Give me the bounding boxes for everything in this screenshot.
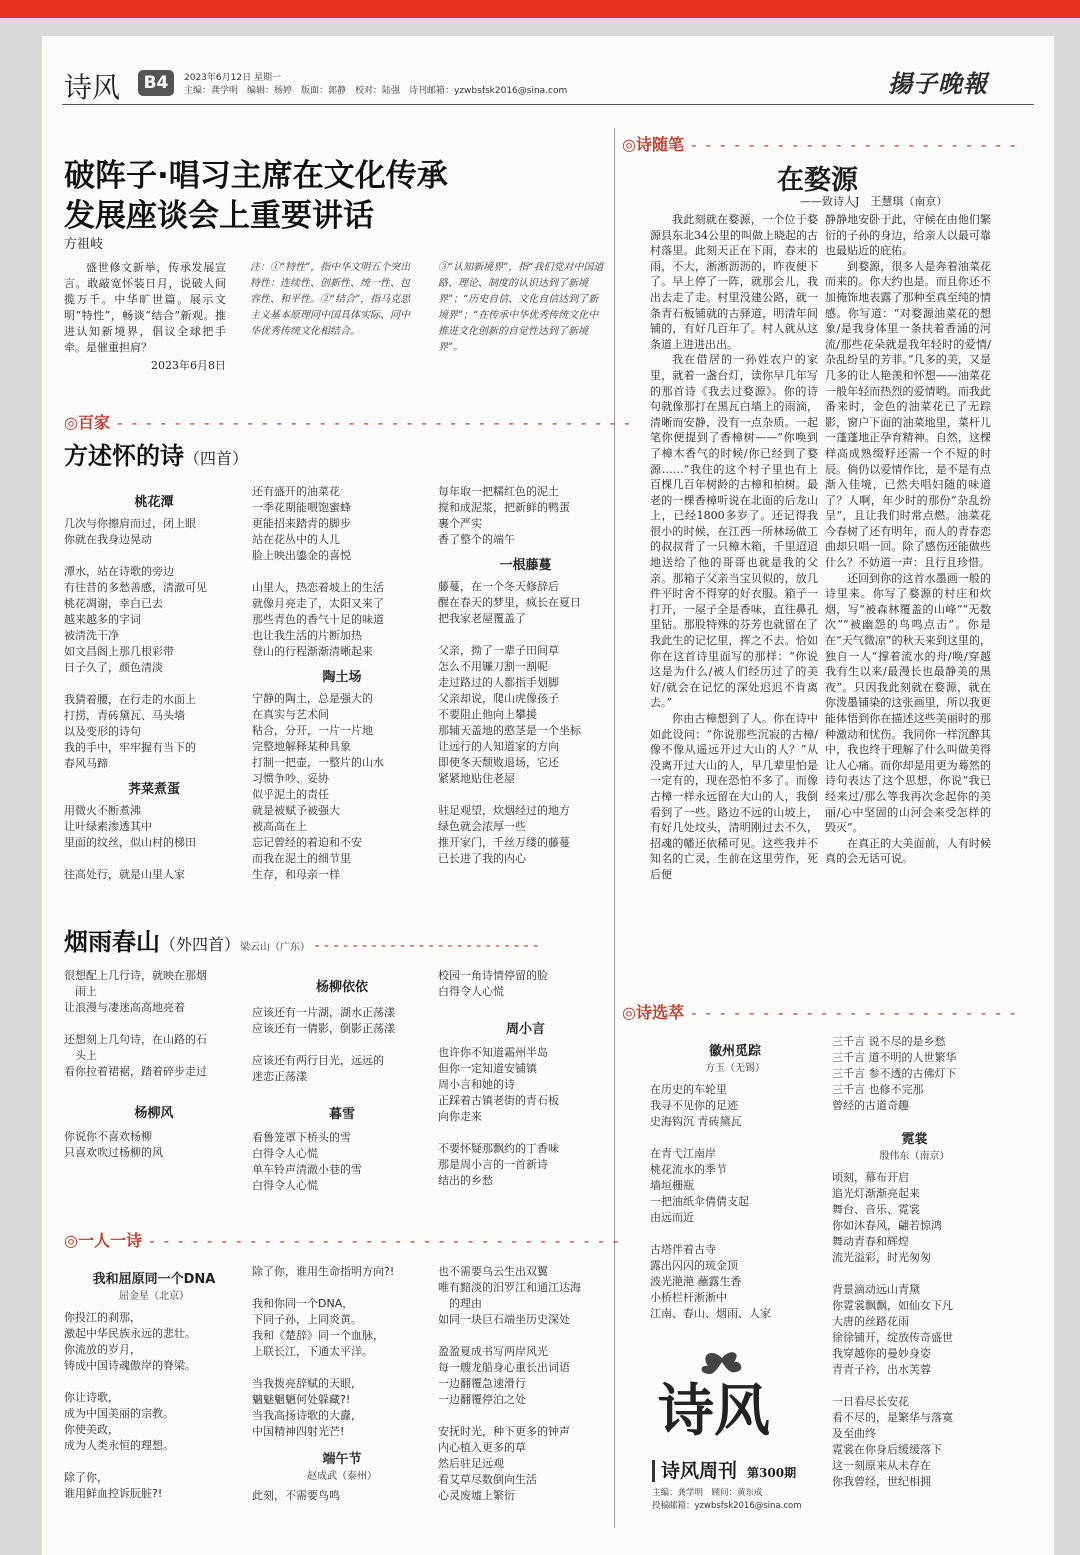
- poem-line: 波光滟滟 蘸露生香: [650, 1275, 742, 1288]
- poem-line: 推开家门，千丝万缕的藤蔓: [438, 836, 570, 849]
- poem-line: 下同子孙，上同炎黄。: [252, 1313, 362, 1326]
- poem-line: 我猜着腰，在行走的水面上: [64, 693, 196, 706]
- poem-line: 越来越多的字词: [64, 613, 141, 626]
- poem-line: 父亲，拗了一辈子田间草: [438, 644, 559, 657]
- baijia-label-text: 百家: [77, 413, 110, 432]
- poem-lines: [252, 691, 432, 883]
- yirenyishi-col-2: [252, 1264, 432, 1504]
- poem-line: 铸成中国诗魂傲岸的脊梁。: [64, 1359, 196, 1372]
- poem-line: 就是被赋予被强大: [252, 804, 340, 817]
- poem-line: 激起中华民族永远的悲壮。: [64, 1327, 196, 1340]
- issue-date: 2023年6月12日 星期一: [184, 73, 281, 83]
- poem-line: 徐徐铺开，绽放传奇盛世: [832, 1331, 953, 1344]
- poem-line: 似乎泥土的责任: [252, 788, 329, 801]
- poem-line: 把我家老屋覆盖了: [438, 612, 526, 625]
- poem-line: 成为人类永恒的理想。: [64, 1439, 174, 1452]
- essay-paragraph: 静静地安卧于此，守候在由他们繁衍的子孙的身边，给亲人以最可靠也最贴近的庇佑。: [825, 213, 991, 258]
- poem-line: [64, 548, 244, 564]
- section-label-suibi: ◎诗随笔 - - - - - - - - - - - - - - - - - - - - - - -: [622, 135, 1018, 154]
- poem-line: 山里人，热恋着坡上的生活: [252, 581, 384, 594]
- poem-line: 很想配上几行诗，就映在那烟: [64, 969, 207, 982]
- poem-line: 也许你不知道霜州半岛: [438, 1046, 548, 1059]
- poem-line: 心灵废墟上繁衍: [438, 1489, 515, 1502]
- top-red-bar: [0, 0, 1080, 18]
- poem-author: 方玉（无锡）: [705, 1063, 765, 1074]
- lead-headline: [64, 156, 609, 236]
- poem-line: 就像月亮走了，太阳又来了: [252, 597, 384, 610]
- poem-line: 走过路过的人都指手划脚: [438, 676, 559, 689]
- page-number-badge: B4: [138, 70, 174, 96]
- yirenyishi-col-3: [438, 1264, 613, 1504]
- poem-title: 周小言: [505, 1022, 545, 1037]
- poem-line: 看艾草尽数倒向生活: [438, 1473, 537, 1486]
- poem-line: 盈盈夏成书写两岸风光: [438, 1345, 548, 1358]
- poem-line: 以及变形的诗句: [64, 725, 141, 738]
- poem-lines: [438, 484, 613, 548]
- poem-line: 紧紧地贴住老屋: [438, 772, 515, 785]
- poem-line: 谁用鲜血控诉朊脏?!: [64, 1487, 163, 1500]
- newspaper-page: [42, 36, 1054, 1555]
- poem-line: 桃花凋谢，幸白已去: [64, 597, 163, 610]
- essay-paragraph: 到婺源，很多人是奔着油菜花而来的。你大约也是。而且你还不加掩饰地表露了那种至真至纯的情感。你写道：“对婺源油菜花的想象/是我身体里一条扶着香涌的河流/那些花朵就是我年轻时的爱情/杂乱纷呈的芳菲。”几多的美，又是几多的让人艳羡和怀想——油菜花一般年轻而热烈的爱情哟。而我此番来时，金色的油菜花已了无踪影，窗户下面的油菜地里，菜杆儿一蓬蓬地正孕育精神。自然，这棵样高成熟缀籽还需一个不短的时辰。倘仍以爱情作比，是不是有点渐入佳境，已然夫唱妇随的味道了？人啊，年少时的那份“杂乱纷呈”，且让我们时常点燃。油菜花今春树了还有明年，而人的青春恋曲却只唱一回。除了感伤还能做些什么？不妨道一声：且行且珍惜。: [825, 259, 991, 570]
- poem-line: 上联长江，下通太平洋。: [252, 1345, 373, 1358]
- poem-line: 我穿越你的曼妙身姿: [832, 1347, 931, 1360]
- poem-line: 江南、春山、烟雨、人家: [650, 1307, 771, 1320]
- poem-lines: [64, 1310, 244, 1502]
- poem-line: 我和《楚辞》同一个血脉，: [252, 1329, 384, 1342]
- poem-line: 脸上映出鎏金的喜悦: [252, 549, 351, 562]
- poem-line: 搅和成泥浆，把新鲜的鸭蛋: [438, 501, 570, 514]
- yanyu-subtitle: （外四首）: [160, 935, 241, 954]
- poem-line: 让远行的人知道家的方向: [438, 740, 559, 753]
- poem-line: 打捞，青砖黛瓦、马头墙: [64, 709, 185, 722]
- poem-line: 应该还有一倩影，倒影正荡漾: [252, 1022, 395, 1035]
- weekly-credits: [652, 1487, 840, 1513]
- poem-line: 潭水，站在诗歌的旁边: [64, 565, 174, 578]
- essay-paragraph: 还回到你的这首水墨画一般的诗里来。你写了婺源的村庄和炊烟，写“被森林覆盖的山峰”“无数次”“被幽怨的鸟鸣点击”。你是在“天气微凉”的秋天来到这里的，独自一人“撑着流水的舟/唤/穿越我有生以来/最漫长也最静美的黑夜”。只因我此刻就在婺源，就在你泼墨铺染的这张画里，所以我更能体悟到你在描述这些美丽时的那种激动和忧伤。我同你一样沉醉其中，我也终于理解了什么叫做美得让人心痛。而你却是用更为蓦然的诗句表达了这个思想，你说“我已经来过/那么等我再次念起你的美丽/心中坚固的山河会来受怎样的毁灭”。: [825, 571, 991, 835]
- yirenyishi-label-text: 一人一诗: [77, 1231, 142, 1250]
- poem-title: 陶土场: [322, 670, 362, 685]
- poem-line: [438, 627, 613, 643]
- poem-line: 习惯争吵、妥协: [252, 772, 329, 785]
- poem-line: 站在花丛中的人儿: [252, 533, 340, 546]
- poem-line: 的理由: [438, 1297, 482, 1310]
- poem-line: 露出闪闪的琉金顶: [650, 1259, 738, 1272]
- poem-line: 唯有黯淡的汨罗江和通江达海: [438, 1281, 581, 1294]
- poem-line: 背景滴动远山青黛: [832, 1283, 920, 1296]
- poem-lines: [64, 1129, 244, 1161]
- poem-line: 那些青色的香气十足的味道: [252, 613, 384, 626]
- yanyu-title-text: 烟雨春山: [64, 928, 160, 956]
- poem-lines: [252, 1005, 432, 1085]
- section-label-shixuan: ◎诗选萃 - - - - - - - - - - - - - - - - - - - - - - -: [622, 1003, 1018, 1022]
- poem-line: 完整地解释某种具象: [252, 740, 351, 753]
- poem-line: 安抚时光，种下更多的钟声: [438, 1425, 570, 1438]
- poem-line: [832, 1266, 997, 1282]
- poem-line: 你说你不喜欢杨柳: [64, 1130, 152, 1143]
- poem-line: 即使冬天颓败退场，它还: [438, 756, 559, 769]
- poem-line: 除了你，谁用生命指明方向?!: [252, 1265, 395, 1278]
- poem-line: 一日看尽长安花: [832, 1395, 909, 1408]
- section-name: 诗风: [64, 71, 121, 104]
- lead-author: 方祖岐: [64, 237, 104, 252]
- poem-line: 宁静的陶土，总是强大的: [252, 692, 373, 705]
- poem-line: 里面的纹丝，似山村的梯田: [64, 836, 196, 849]
- poem-line: 魑魅魍魉何处躲藏?!: [252, 1393, 351, 1406]
- poem-line: 你流放的岁月，: [64, 1343, 141, 1356]
- poem-line: 每年取一把糯红色的泥土: [438, 485, 559, 498]
- poem-line: 头上: [64, 1049, 97, 1062]
- poem-author: 赵成武（泰州）: [307, 1471, 377, 1482]
- poem-line: 绿色就会浓厚一些: [438, 820, 526, 833]
- poem-line: 白得令人心慌: [252, 1179, 318, 1192]
- poem-title: 霓裳: [901, 1132, 928, 1147]
- poem-title: 我和屈原同一个DNA: [92, 1272, 216, 1287]
- poem-line: 你如沐春风，翩若惊鸿: [832, 1219, 942, 1232]
- poem-line: 除了你，: [64, 1471, 108, 1484]
- poem-line: [252, 564, 432, 580]
- poem-line: 单车铃声清澈小巷的雪: [252, 1163, 362, 1176]
- poem-line: [438, 787, 613, 803]
- weekly-issue: 第300期: [747, 1466, 797, 1480]
- headline-line-2: 发展座谈会上重要讲话: [64, 198, 374, 234]
- essay-paragraph: 我在借居的一孙姓农户的家里，就着一盏台灯，读你早几年写的那首诗《我去过婺源》。你的诗句就像那打在黑瓦白墙上的雨滴，清晰而安静，没有一点杂质。一起笔你便提到了香樟树——“你唤到了樟木香气的时候/你已经到了婺源……”我住的这个村子里也有上百棵几百年树龄的古樟和柏树。最老的一棵香樟听说在北面的后龙山上，已经1800多岁了。还记得我很小的时候，在江西一所林场做工的叔叔背了一只樟木箱，千里迢迢地送给了他的哥哥也就是我的父亲。那箱子父亲当宝贝似的，放几件平时舍不得穿的好衣服。箱子一打开，一屋子全是香味，直往鼻孔里钻。那股特殊的芬芳也就留在了我此生的记忆里，挥之不去。恰如你在这首诗里面写的那样：“你说这是为什么/被人们经历过了的美好/就会在记忆的深处迟迟不肯离去。”: [650, 353, 818, 710]
- poem-line: 此刻，不需要鸟鸣: [252, 1489, 340, 1502]
- shifeng-logo: [652, 1346, 772, 1456]
- poem-line: 有往昔的多愁善感，清澈可见: [64, 581, 207, 594]
- dotted-rule: - - - - - - - - - - - - - - - - - - - - - - - - - - - - - - - - -: [141, 1231, 621, 1250]
- essay-column-2: [825, 212, 991, 867]
- poem-line: [252, 1360, 432, 1376]
- poem-line: 当我拨亮辞赋的天眼，: [252, 1377, 362, 1390]
- poem-line: [64, 1454, 244, 1470]
- essay-paragraph: 你由古樟想到了人。你在诗中如此设问：“你说那些沉寂的古樟/像不像从遥远开过大山的人？”从没离开过大山的人，早几辈里怕是一定有的，现在恐怕不多了。而像古樟一样永远留在大山的人，我倒看到了一些。路边不远的山坡上，有好几处坟头，清明刚过去不久，招魂的幡还依稀可见。这些我并不知名的亡灵，生前在这里劳作，死后便: [650, 712, 818, 881]
- poem-line: 顷刻，幕布开启: [832, 1171, 909, 1184]
- poem-line: [64, 851, 244, 867]
- poem-line: 往高处行，就是山里人家: [64, 868, 185, 881]
- poem-line: 更能招来踏青的脚步: [252, 517, 351, 530]
- poem-line: 那是周小言的一首新诗: [438, 1158, 548, 1171]
- headline-line-1: 破阵子·唱习主席在文化传承: [64, 158, 448, 194]
- poem-line: [832, 1378, 997, 1394]
- poem-line: 雨上: [64, 985, 97, 998]
- weekly-editor: 主编：龚学明 顾问：黄东成: [652, 1488, 763, 1498]
- section-label-baijia: ◎百家 - - - - - - - - - - - - - - - - - - - - - - - - - - - - - - - - - - - -: [64, 413, 632, 432]
- lead-poem-body: 盛世修文新举，传承发展宣言。敢敲宽怀装日月，说破人间揽万千。中华旷世篇。展示文明“特性”，畅谈“结合”新观。推进认知新境界，倡议全球把手牵。是催重担肩？: [64, 261, 226, 354]
- poem-line: 春风马蹄: [64, 757, 108, 770]
- poem-line: 结出的乡愁: [438, 1174, 493, 1187]
- poem-line: 你使美政，: [64, 1423, 119, 1436]
- poem-line: 内心植入更多的草: [438, 1441, 526, 1454]
- poem-line: 霓裳在你身后缓缓落下: [832, 1443, 942, 1456]
- dotted-rule: - - - - - - - - - - - - - - - - - - - - - - -: [683, 1003, 1018, 1022]
- header-meta: [184, 72, 567, 98]
- weekly-email: 投稿邮箱：yzwbsfsk2016@sina.com: [652, 1501, 802, 1511]
- baijia-col-1: [64, 491, 244, 883]
- baijia-subtitle: （四首）: [184, 449, 249, 468]
- poem-line: 被清洗干净: [64, 629, 119, 642]
- poem-line: 我和你同一个DNA，: [252, 1297, 354, 1310]
- poem-line: 古塔伴着古寺: [650, 1243, 716, 1256]
- weekly-info-box: [652, 1456, 840, 1513]
- essay-byline: ——致诗人J 王慧琪（南京）: [800, 195, 948, 208]
- poem-line: 迷恋正荡漾: [252, 1070, 307, 1083]
- poem-title: 暮雪: [328, 1107, 355, 1122]
- poem-title: 一根藤蔓: [499, 558, 552, 573]
- poem-line: 一边翻覆停泊之处: [438, 1393, 526, 1406]
- yanyu-col-1: [64, 968, 244, 1161]
- baijia-col-3: [438, 484, 613, 867]
- logo-text: 诗风: [658, 1378, 770, 1444]
- essay-title: 在婺源: [777, 165, 858, 196]
- weekly-title: 诗风周刊: [652, 1460, 737, 1482]
- dotted-rule: - - - - - - - - - - - - - - - - - - - - - - -: [683, 135, 1018, 154]
- poem-line: 一季花期能喂饱蜜蜂: [252, 501, 351, 514]
- poem-line: 流光溢彩，时光匆匆: [832, 1251, 931, 1264]
- poem-line: 香了整个的端午: [438, 533, 515, 546]
- poem-line: 看鲁笼罩下桥头的雪: [252, 1131, 351, 1144]
- shixuan-label-text: 诗选萃: [635, 1003, 684, 1022]
- poem-line: [252, 1280, 432, 1296]
- poem-line: 白得令人心慌: [252, 1147, 318, 1160]
- poem-lines: [650, 1082, 820, 1322]
- poem-line: [64, 1016, 244, 1032]
- poem-line: 一边翻覆急速滑行: [438, 1377, 526, 1390]
- poem-lines: [252, 1130, 432, 1194]
- poem-line: 舞台、音乐、霓裳: [832, 1203, 920, 1216]
- poem-line: 藤蔓，在一个冬天修辞后: [438, 580, 559, 593]
- baijia-title-text: 方述怀的诗: [64, 442, 184, 470]
- poem-line: 日子久了，颜色清淡: [64, 661, 163, 674]
- suibi-label-text: 诗随笔: [635, 135, 684, 154]
- poem-line: 应该还有两行目光，远远的: [252, 1054, 384, 1067]
- poem-line: 也让我生活的片断加热: [252, 629, 362, 642]
- poem-lines: [832, 1034, 997, 1114]
- poem-line: [438, 1328, 613, 1344]
- poem-line: [64, 676, 244, 692]
- poem-line: 打制一把壶，一整片的山水: [252, 756, 384, 769]
- poem-line: 你让诗歌，: [64, 1391, 119, 1404]
- poem-line: 由远而近: [650, 1211, 694, 1224]
- poem-line: 我寻不见你的足迹: [650, 1099, 738, 1112]
- essay-column-1: [650, 212, 818, 883]
- poem-line: 校园一角诗情停留的脸: [438, 969, 548, 982]
- poem-line: 这一刻原来从未存在: [832, 1459, 931, 1472]
- poem-line: 小桥栏杆淅淅中: [650, 1291, 727, 1304]
- poem-line: 生存，和母亲一样: [252, 868, 340, 881]
- header-divider: [62, 104, 1034, 105]
- poem-line: 你霓裳飘飘，如仙女下凡: [832, 1299, 953, 1312]
- poem-line: 在历史的车轮里: [650, 1083, 727, 1096]
- essay-paragraph: 在真正的大美面前，人有时候真的会无话可说。: [825, 836, 991, 866]
- poem-line: 驻足观望，炊烟经过的地方: [438, 804, 570, 817]
- poem-line: 也不需要乌云生出双翼: [438, 1265, 548, 1278]
- poem-title: 杨柳依依: [315, 980, 368, 995]
- poem-line: 让浪漫与凄迷高高地亮着: [64, 1001, 185, 1014]
- poem-line: 而我在泥土的细节里: [252, 852, 351, 865]
- masthead-logo: 揚子晚報: [888, 69, 988, 98]
- poem-line: 看你拉着裙裾，踏着碎步走过: [64, 1065, 207, 1078]
- poem-line: 每一艘龙船身心重长出词语: [438, 1361, 570, 1374]
- poem-author: 屈金星（北京）: [119, 1291, 189, 1302]
- poem-lines: [64, 516, 244, 772]
- poem-line: 如文昌阁上那几根彩带: [64, 645, 174, 658]
- poem-line: 然后驻足远观: [438, 1457, 504, 1470]
- poem-line: 正踩着古镇老街的青石板: [438, 1094, 559, 1107]
- poem-line: 三千言 说不尽的是乡愁: [832, 1035, 946, 1048]
- poem-line: 周小言和她的诗: [438, 1078, 515, 1091]
- poem-title: 端午节: [322, 1452, 362, 1467]
- shixuan-col-1: [650, 1040, 820, 1322]
- poem-line: [64, 1374, 244, 1390]
- poem-lines: [438, 579, 613, 867]
- poem-line: 那辅天盖地的憨茎是一个坐标: [438, 724, 581, 737]
- poem-line: [438, 1408, 613, 1424]
- yanyu-col-2: [252, 976, 432, 1194]
- poem-lines: [438, 1045, 613, 1189]
- poem-line: 登山的行程渐渐清晰起来: [252, 645, 373, 658]
- poem-line: 在真实与艺术间: [252, 708, 329, 721]
- essay-paragraph: 我此刻就在婺源，一个位于婺源县东北34公里的叫做上晓起的古村落里。此刻天正在下雨，春末的雨，不大，淅淅沥沥的，昨夜便下了。早上停了一阵，就那会儿，我出去走了走。村里没建公路，就一条青石板铺就的古驿道，明清年间铺的，有好几百年了。村人就从这条道上进进出出。: [650, 213, 818, 351]
- poem-line: 应该还有一片湖，湖水正荡漾: [252, 1006, 395, 1019]
- poem-line: [438, 1125, 613, 1141]
- poem-author: 殷伟东（南京）: [879, 1151, 950, 1162]
- poem-line: 三千言 也修不完那: [832, 1083, 924, 1096]
- poem-line: 你我曾经，世纪相拥: [832, 1475, 931, 1488]
- poem-line: 三千言 参不透的古佛灯下: [832, 1067, 957, 1080]
- poem-lines: [438, 1264, 613, 1504]
- poem-line: 只喜欢吹过杨柳的风: [64, 1146, 163, 1159]
- poem-line: 及至曲终: [832, 1427, 876, 1440]
- poem-line: 当我高扬诗歌的大纛，: [252, 1409, 362, 1422]
- poem-line: 白得令人心慌: [438, 985, 504, 998]
- shixuan-col-2: [832, 1034, 997, 1490]
- poem-line: 父亲却说，爬山虎像孩子: [438, 692, 559, 705]
- poem-line: 三千言 道不明的人世繁华: [832, 1051, 957, 1064]
- poem-line: 你就在我身边晃动: [64, 533, 152, 546]
- poem-line: 已长进了我的内心: [438, 852, 526, 865]
- poem-line: 用微火不断煮沸: [64, 804, 141, 817]
- poem-line: 一把油纸伞倩倩支起: [650, 1195, 749, 1208]
- poem-line: 还有盛开的油菜花: [252, 485, 340, 498]
- poem-line: 大唐的丝路花雨: [832, 1315, 909, 1328]
- yirenyishi-col-1: [64, 1268, 244, 1502]
- poem-line: [650, 1130, 820, 1146]
- poem-lines: [438, 968, 613, 1000]
- poem-lines: [832, 1170, 997, 1490]
- poem-line: 不要阻止他向上攀援: [438, 708, 537, 721]
- poem-line: [650, 1226, 820, 1242]
- poem-line: 桃花流水的季节: [650, 1163, 727, 1176]
- yanyu-col-3: [438, 968, 613, 1189]
- poem-line: 裹个严实: [438, 517, 482, 530]
- poem-lines: [64, 968, 244, 1080]
- poem-line: 让叶绿素渗透其中: [64, 820, 152, 833]
- poem-line: 醒在春天的梦里，疯长在夏日: [438, 596, 581, 609]
- poem-line: 如同一块巨石端坐历史深处: [438, 1313, 570, 1326]
- poem-line: [252, 1037, 432, 1053]
- poem-line: 看不尽的，是繁华与落寞: [832, 1411, 953, 1424]
- poem-lines: [252, 1488, 432, 1504]
- yanyu-title: [64, 922, 538, 957]
- poem-line: 青青子衿，出水芙蓉: [832, 1363, 931, 1376]
- lead-poem-date: 2023年6月8日: [151, 359, 226, 372]
- poem-line: 中国精神四射光芒!: [252, 1425, 345, 1438]
- baijia-col-2: [252, 484, 432, 883]
- poem-lines: [252, 484, 432, 660]
- poem-title: 杨柳风: [134, 1106, 174, 1121]
- poem-line: 忘记曾经的着迫和不安: [252, 836, 362, 849]
- poem-line: 曾经的古道奇趣: [832, 1099, 909, 1112]
- poem-line: 史海钩沉 青砖黛瓦: [650, 1115, 742, 1128]
- poem-lines: [252, 1264, 432, 1440]
- poem-line: 还想刻上几句诗，在山路的石: [64, 1033, 207, 1046]
- poem-lines: [64, 803, 244, 883]
- poem-line: 我的手中，牢牢握有当下的: [64, 741, 196, 754]
- editor-credits: 主编：龚学明 编辑：杨婷 版面：郭静 校对：陆强 诗刊邮箱：yzwbsfsk2016@sina.com: [184, 86, 568, 96]
- poem-line: 几次与你擦肩而过，闭上眼: [64, 517, 196, 530]
- poem-line: 在青弋江南岸: [650, 1147, 716, 1160]
- poem-line: 你投江的刹那，: [64, 1311, 141, 1324]
- poem-line: 怎么不用镰刀割一割呢: [438, 660, 548, 673]
- poem-title: 荠菜煮蛋: [127, 782, 180, 797]
- dotted-rule: - - - - - - - - - - - - - - - - - - - - - - - - - - - - - - - - - - - -: [109, 413, 632, 432]
- baijia-title: [64, 436, 248, 471]
- section-label-yirenyishi: ◎一人一诗 - - - - - - - - - - - - - - - - - - - - - - - - - - - - - - - - -: [64, 1231, 621, 1250]
- poem-line: 墙垣栅瓶: [650, 1179, 694, 1192]
- yanyu-author: 梁云山（广东）: [240, 942, 311, 953]
- poem-line: 舞动青春和辉煌: [832, 1235, 909, 1248]
- poem-line: 被高高在上: [252, 820, 307, 833]
- poem-line: 成为中国美丽的宗教。: [64, 1407, 174, 1420]
- poem-line: 但你一定知道安铺镇: [438, 1062, 537, 1075]
- poem-line: 追光灯渐渐亮起来: [832, 1187, 920, 1200]
- poem-line: 向你走来: [438, 1110, 482, 1123]
- poem-line: 粘合，分开，一片一片地: [252, 724, 373, 737]
- poem-title: 徽州觅踪: [708, 1044, 761, 1059]
- column-divider: [614, 128, 615, 1528]
- poem-line: 不要怀疑那飘约的丁香味: [438, 1142, 559, 1155]
- lead-notes-b: ③“认知新境界”，指“我们党对中国道路、理论、制度的认识达到了新境界”；“历史自信、文化自信达到了新境界”；“在传承中华优秀传统文化中推进文化创新的自觉性达到了新境界”。: [438, 262, 604, 353]
- lead-notes-a: 注：①“特性”，指中华文明五个突出特性：连续性、创新性、统一性、包容性、和平性。②“结合”，指马克思主义基本原理同中国具体实际、同中华优秀传统文化相结合。: [250, 262, 411, 337]
- poem-title: 桃花潭: [134, 495, 174, 510]
- dotted-rule: - - - - - - - - - - - - - - - - - - - - - - - -: [310, 938, 539, 954]
